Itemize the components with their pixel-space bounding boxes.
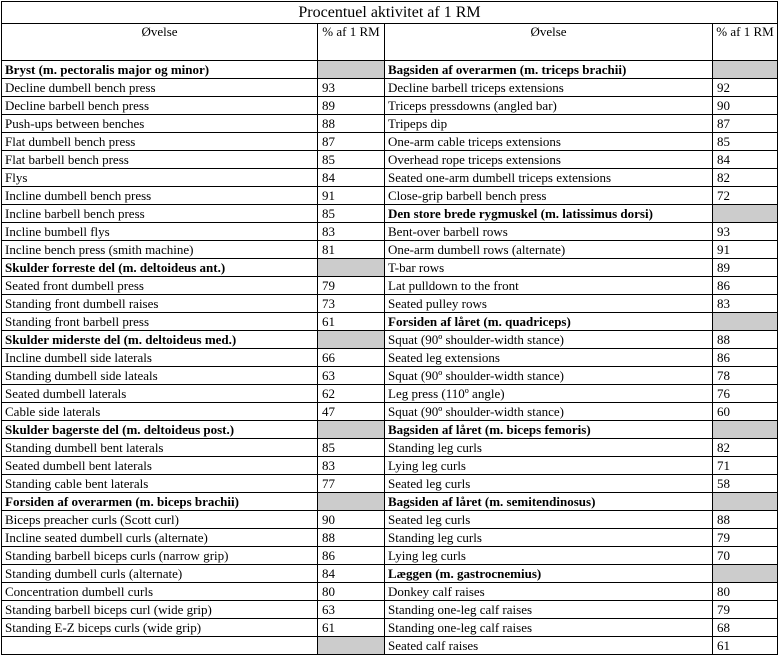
left-exercise-name: Seated dumbell bent laterals — [2, 457, 318, 475]
table-row — [2, 385, 778, 403]
left-exercise-name: Decline dumbell bench press — [2, 79, 318, 97]
left-exercise-name: Standing E-Z biceps curls (wide grip) — [2, 619, 318, 637]
right-percent-value: 78 — [713, 367, 778, 385]
right-exercise-name: Squat (90º shoulder-width stance) — [385, 367, 713, 385]
left-percent-value: 89 — [318, 97, 385, 115]
left-percent-value: 93 — [318, 79, 385, 97]
left-exercise-name: Standing barbell biceps curl (wide grip) — [2, 601, 318, 619]
left-percent-value: 91 — [318, 187, 385, 205]
left-percent-value: 84 — [318, 169, 385, 187]
left-exercise-name: Incline dumbell bench press — [2, 187, 318, 205]
table-title: Procentuel aktivitet af 1 RM — [2, 2, 778, 24]
left-percent-value: 61 — [318, 619, 385, 637]
left-percent-value: 81 — [318, 241, 385, 259]
left-percent-value: 63 — [318, 367, 385, 385]
table-row — [2, 493, 778, 511]
right-percent-value: 89 — [713, 259, 778, 277]
left-exercise-name: Flat dumbell bench press — [2, 133, 318, 151]
left-section-heading: Skulder forreste del (m. deltoideus ant.) — [2, 259, 318, 277]
right-exercise-name: Bent-over barbell rows — [385, 223, 713, 241]
left-percent-value: 85 — [318, 439, 385, 457]
left-percent-value: 84 — [318, 565, 385, 583]
right-percent-value: 70 — [713, 547, 778, 565]
right-section-heading: Bagsiden af overarmen (m. triceps brachii) — [385, 61, 713, 79]
left-percent-value: 83 — [318, 457, 385, 475]
left-shaded-cell — [318, 259, 385, 277]
right-shaded-cell — [713, 205, 778, 223]
left-percent-value: 85 — [318, 151, 385, 169]
left-exercise-name: Incline bench press (smith machine) — [2, 241, 318, 259]
left-percent-value: 79 — [318, 277, 385, 295]
table-row — [2, 151, 778, 169]
right-section-heading: Bagsiden af låret (m. semitendinosus) — [385, 493, 713, 511]
left-exercise-name: Push-ups between benches — [2, 115, 318, 133]
right-percent-value: 86 — [713, 349, 778, 367]
left-exercise-name: Flys — [2, 169, 318, 187]
right-percent-value: 79 — [713, 529, 778, 547]
table-row — [2, 601, 778, 619]
right-percent-value: 68 — [713, 619, 778, 637]
left-exercise-name: Standing dumbell curls (alternate) — [2, 565, 318, 583]
right-exercise-name: Lying leg curls — [385, 457, 713, 475]
left-percent-value: 61 — [318, 313, 385, 331]
right-percent-value: 60 — [713, 403, 778, 421]
right-exercise-name: Donkey calf raises — [385, 583, 713, 601]
right-percent-value: 58 — [713, 475, 778, 493]
right-section-heading: Forsiden af låret (m. quadriceps) — [385, 313, 713, 331]
left-percent-value: 47 — [318, 403, 385, 421]
left-percent-value: 88 — [318, 529, 385, 547]
right-percent-value: 90 — [713, 97, 778, 115]
table-row — [2, 511, 778, 529]
right-exercise-name: Seated leg extensions — [385, 349, 713, 367]
left-exercise-name: Standing cable bent laterals — [2, 475, 318, 493]
table-row — [2, 223, 778, 241]
right-percent-value: 61 — [713, 637, 778, 655]
right-percent-value: 82 — [713, 439, 778, 457]
left-percent-value: 83 — [318, 223, 385, 241]
left-shaded-cell — [318, 421, 385, 439]
table-row — [2, 457, 778, 475]
left-exercise-name: Standing front dumbell raises — [2, 295, 318, 313]
right-shaded-cell — [713, 493, 778, 511]
table-row — [2, 619, 778, 637]
left-percent-value: 80 — [318, 583, 385, 601]
right-exercise-name: Triceps pressdowns (angled bar) — [385, 97, 713, 115]
right-exercise-name: Seated one-arm dumbell triceps extensions — [385, 169, 713, 187]
table-row — [2, 367, 778, 385]
left-exercise-name: Standing front barbell press — [2, 313, 318, 331]
table-row — [2, 295, 778, 313]
right-percent-value: 85 — [713, 133, 778, 151]
table-row — [2, 97, 778, 115]
table-body — [2, 61, 778, 655]
left-exercise-name: Cable side laterals — [2, 403, 318, 421]
right-exercise-name: Leg press (110º angle) — [385, 385, 713, 403]
left-exercise-header: Øvelse — [2, 24, 318, 61]
left-percent-value: 63 — [318, 601, 385, 619]
right-section-heading: Den store brede rygmuskel (m. latissimus dorsi) — [385, 205, 713, 223]
right-percent-value: 82 — [713, 169, 778, 187]
right-exercise-name: Standing one-leg calf raises — [385, 601, 713, 619]
table-row — [2, 475, 778, 493]
table-row — [2, 529, 778, 547]
right-exercise-name: One-arm cable triceps extensions — [385, 133, 713, 151]
right-percent-value: 92 — [713, 79, 778, 97]
left-section-heading: Forsiden af overarmen (m. biceps brachii) — [2, 493, 318, 511]
right-exercise-name: Seated calf raises — [385, 637, 713, 655]
left-exercise-name: Standing barbell biceps curls (narrow grip) — [2, 547, 318, 565]
table-row — [2, 79, 778, 97]
right-exercise-name: One-arm dumbell rows (alternate) — [385, 241, 713, 259]
table-row — [2, 331, 778, 349]
left-exercise-name: Incline seated dumbell curls (alternate) — [2, 529, 318, 547]
right-percent-header: % af 1 RM — [713, 24, 778, 61]
right-section-heading: Læggen (m. gastrocnemius) — [385, 565, 713, 583]
table-row — [2, 187, 778, 205]
left-percent-value: 87 — [318, 133, 385, 151]
right-section-heading: Bagsiden af låret (m. biceps femoris) — [385, 421, 713, 439]
left-percent-value: 90 — [318, 511, 385, 529]
left-exercise-name: Seated front dumbell press — [2, 277, 318, 295]
table-row — [2, 205, 778, 223]
right-exercise-name: Standing leg curls — [385, 529, 713, 547]
rm-activity-table — [1, 1, 778, 655]
right-exercise-name: Overhead rope triceps extensions — [385, 151, 713, 169]
left-exercise-name: Incline dumbell side laterals — [2, 349, 318, 367]
right-shaded-cell — [713, 313, 778, 331]
right-shaded-cell — [713, 421, 778, 439]
left-exercise-name: Concentration dumbell curls — [2, 583, 318, 601]
table-row — [2, 241, 778, 259]
right-percent-value: 79 — [713, 601, 778, 619]
right-exercise-name: Close-grip barbell bench press — [385, 187, 713, 205]
left-section-heading: Skulder miderste del (m. deltoideus med.) — [2, 331, 318, 349]
right-percent-value: 84 — [713, 151, 778, 169]
right-exercise-name: Seated pulley rows — [385, 295, 713, 313]
left-percent-value: 86 — [318, 547, 385, 565]
right-exercise-name: Standing one-leg calf raises — [385, 619, 713, 637]
right-percent-value: 83 — [713, 295, 778, 313]
left-percent-value: 73 — [318, 295, 385, 313]
left-shaded-cell — [318, 493, 385, 511]
left-percent-value: 85 — [318, 205, 385, 223]
right-percent-value: 86 — [713, 277, 778, 295]
right-exercise-name: Tripeps dip — [385, 115, 713, 133]
right-exercise-name: Squat (90º shoulder-width stance) — [385, 331, 713, 349]
right-exercise-name: T-bar rows — [385, 259, 713, 277]
right-exercise-name: Lat pulldown to the front — [385, 277, 713, 295]
right-shaded-cell — [713, 565, 778, 583]
table-row — [2, 61, 778, 79]
left-section-heading: Bryst (m. pectoralis major og minor) — [2, 61, 318, 79]
left-shaded-cell — [318, 331, 385, 349]
right-percent-value: 93 — [713, 223, 778, 241]
right-shaded-cell — [713, 61, 778, 79]
right-exercise-name: Standing leg curls — [385, 439, 713, 457]
table-row — [2, 349, 778, 367]
left-exercise-name: Incline bumbell flys — [2, 223, 318, 241]
left-percent-value: 88 — [318, 115, 385, 133]
table-row — [2, 565, 778, 583]
right-exercise-name: Seated leg curls — [385, 511, 713, 529]
table-row — [2, 421, 778, 439]
left-exercise-name: Flat barbell bench press — [2, 151, 318, 169]
left-exercise-name: Standing dumbell bent laterals — [2, 439, 318, 457]
table-row — [2, 259, 778, 277]
right-exercise-header: Øvelse — [385, 24, 713, 61]
left-section-heading: Skulder bagerste del (m. deltoideus post.) — [2, 421, 318, 439]
right-exercise-name: Decline barbell triceps extensions — [385, 79, 713, 97]
table-row — [2, 169, 778, 187]
table-row — [2, 277, 778, 295]
table-row — [2, 547, 778, 565]
table-row — [2, 115, 778, 133]
table-row — [2, 439, 778, 457]
right-percent-value: 88 — [713, 331, 778, 349]
left-percent-value: 62 — [318, 385, 385, 403]
table-row — [2, 403, 778, 421]
table-row — [2, 583, 778, 601]
right-exercise-name: Seated leg curls — [385, 475, 713, 493]
table-row — [2, 313, 778, 331]
right-percent-value: 88 — [713, 511, 778, 529]
left-exercise-name: Incline barbell bench press — [2, 205, 318, 223]
left-percent-value: 66 — [318, 349, 385, 367]
right-percent-value: 91 — [713, 241, 778, 259]
left-exercise-name: Decline barbell bench press — [2, 97, 318, 115]
left-percent-value: 77 — [318, 475, 385, 493]
right-percent-value: 87 — [713, 115, 778, 133]
left-percent-header: % af 1 RM — [318, 24, 385, 61]
right-percent-value: 76 — [713, 385, 778, 403]
right-percent-value: 71 — [713, 457, 778, 475]
left-exercise-name: Standing dumbell side lateals — [2, 367, 318, 385]
left-shaded-cell — [318, 61, 385, 79]
right-percent-value: 72 — [713, 187, 778, 205]
left-exercise-name: Seated dumbell laterals — [2, 385, 318, 403]
right-exercise-name: Lying leg curls — [385, 547, 713, 565]
right-percent-value: 80 — [713, 583, 778, 601]
left-exercise-name: Biceps preacher curls (Scott curl) — [2, 511, 318, 529]
table-row — [2, 133, 778, 151]
right-exercise-name: Squat (90º shoulder-width stance) — [385, 403, 713, 421]
